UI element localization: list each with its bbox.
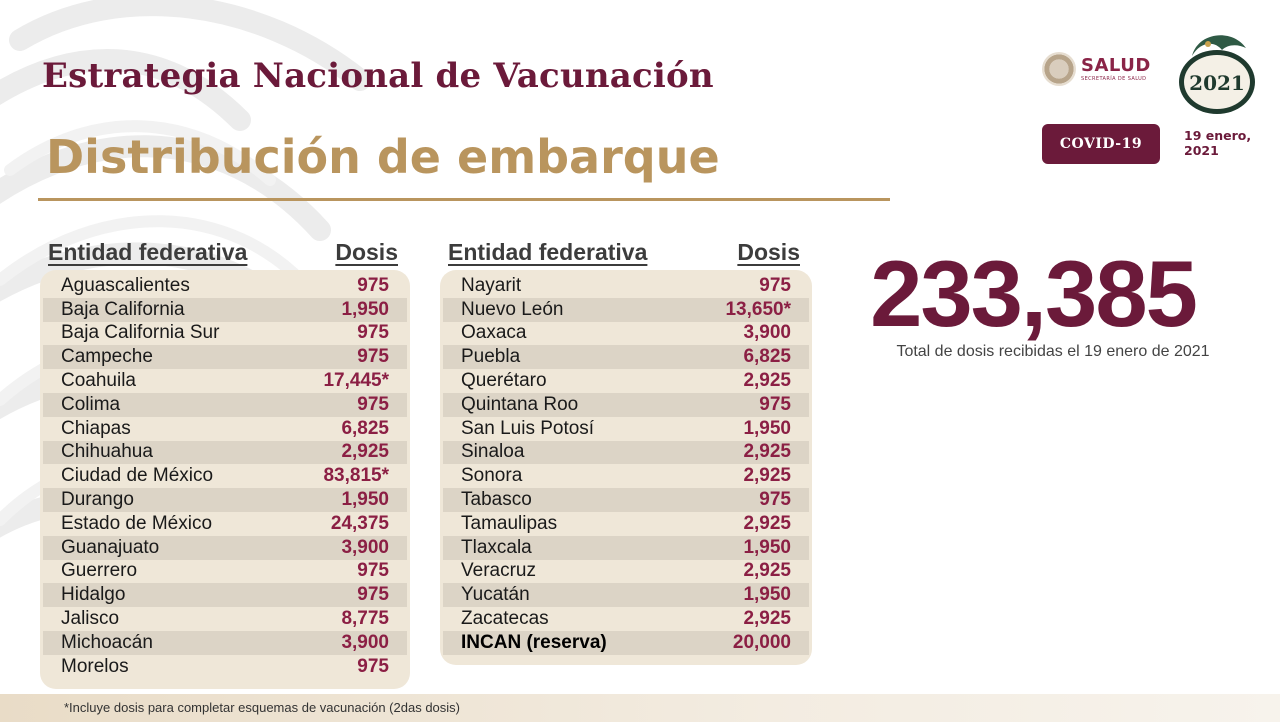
distribution-table-right [440, 236, 812, 665]
table-row [443, 536, 809, 560]
table-panel-left [40, 270, 410, 689]
dose-value: 1,950 [743, 536, 791, 558]
dose-value: 975 [357, 322, 389, 344]
entity-name: Michoacán [61, 631, 153, 653]
entity-name: Tamaulipas [461, 512, 558, 534]
table-row [43, 369, 407, 393]
salud-seal-icon [1042, 52, 1076, 86]
table-row [443, 441, 809, 465]
table-row [43, 441, 407, 465]
entity-name: Tlaxcala [461, 536, 532, 558]
entity-name: Quintana Roo [461, 393, 579, 415]
entity-name: Querétaro [461, 370, 547, 392]
total-doses-number: 233,385 [870, 241, 1196, 346]
entity-name: INCAN (reserva) [461, 631, 607, 653]
entity-name: Campeche [61, 346, 153, 368]
dose-value: 2,925 [743, 512, 791, 534]
entity-name: Ciudad de México [61, 465, 214, 487]
column-header-doses: Dosis [737, 239, 800, 265]
dose-value: 975 [357, 274, 389, 296]
table-row [443, 560, 809, 584]
table-row [43, 464, 407, 488]
covid-badge: COVID-19 [1042, 124, 1160, 164]
table-row [443, 393, 809, 417]
dose-value: 975 [759, 489, 791, 511]
dose-value: 3,900 [341, 631, 389, 653]
entity-name: Sinaloa [461, 441, 525, 463]
column-header-entity: Entidad federativa [448, 239, 648, 265]
distribution-table-left [40, 236, 410, 689]
entity-name: Veracruz [461, 560, 536, 582]
date-label [1184, 128, 1274, 158]
dose-value: 2,925 [743, 560, 791, 582]
table-row [43, 274, 407, 298]
table-panel-right [440, 270, 812, 665]
table-row [43, 655, 407, 679]
table-row [443, 274, 809, 298]
page-subtitle: Distribución de embarque [46, 130, 720, 184]
table-row [43, 536, 407, 560]
entity-name: Hidalgo [61, 584, 126, 606]
entity-name: Puebla [461, 346, 521, 368]
entity-name: Sonora [461, 465, 523, 487]
dose-value: 3,900 [743, 322, 791, 344]
entity-name: Baja California Sur [61, 322, 220, 344]
footnote: *Incluye dosis para completar esquemas de vacunación (2das dosis) [64, 700, 460, 715]
entity-name: Estado de México [61, 512, 213, 534]
table-row [43, 488, 407, 512]
date-line-2: 2021 [1184, 143, 1219, 158]
title-divider [38, 198, 890, 201]
entity-name: Coahuila [61, 370, 136, 392]
table-row [443, 298, 809, 322]
year-logo-main: 2021 [1189, 71, 1245, 95]
table-row [443, 607, 809, 631]
entity-name: Chiapas [61, 417, 131, 439]
column-header-doses: Dosis [335, 239, 398, 265]
table-row [443, 322, 809, 346]
entity-name: Guerrero [61, 560, 138, 582]
mexico-2021-logo [1176, 26, 1258, 116]
entity-name: Yucatán [461, 584, 530, 606]
table-row [443, 488, 809, 512]
dose-value: 2,925 [743, 465, 791, 487]
table-row [443, 631, 809, 655]
entity-name: Morelos [61, 655, 129, 677]
salud-logo-word: SALUD [1081, 55, 1151, 76]
dose-value: 975 [357, 655, 389, 677]
table-row [43, 393, 407, 417]
table-row [43, 345, 407, 369]
entity-name: Tabasco [461, 489, 532, 511]
dose-value: 975 [357, 346, 389, 368]
dose-value: 3,900 [341, 536, 389, 558]
dose-value: 13,650* [725, 298, 791, 320]
entity-name: Guanajuato [61, 536, 160, 558]
dose-value: 975 [357, 584, 389, 606]
dose-value: 2,925 [743, 441, 791, 463]
salud-logo [1042, 52, 1151, 86]
entity-name: Zacatecas [461, 608, 549, 630]
dose-value: 1,950 [743, 584, 791, 606]
table-row [43, 322, 407, 346]
dose-value: 975 [357, 393, 389, 415]
table-row [443, 464, 809, 488]
table-row [43, 417, 407, 441]
entity-name: Baja California [61, 298, 185, 320]
entity-name: Jalisco [61, 608, 120, 630]
dose-value: 2,925 [743, 608, 791, 630]
dose-value: 83,815* [323, 465, 389, 487]
entity-name: Aguascalientes [61, 274, 190, 296]
dose-value: 2,925 [743, 370, 791, 392]
column-header-entity: Entidad federativa [48, 239, 248, 265]
header-title: Estrategia Nacional de Vacunación [42, 56, 714, 96]
entity-name: San Luis Potosí [461, 417, 595, 439]
table-row [443, 512, 809, 536]
table-row [443, 583, 809, 607]
entity-name: Chihuahua [61, 441, 153, 463]
dose-value: 17,445* [323, 370, 389, 392]
total-doses-caption: Total de dosis recibidas el 19 enero de 2021 [896, 343, 1210, 360]
dose-value: 24,375 [330, 512, 389, 534]
table-row [443, 345, 809, 369]
dose-value: 975 [759, 393, 791, 415]
entity-name: Nayarit [461, 274, 522, 296]
date-line-1: 19 enero, [1184, 128, 1252, 143]
salud-logo-sub: SECRETARÍA DE SALUD [1081, 76, 1147, 82]
dose-value: 1,950 [341, 298, 389, 320]
dose-value: 975 [357, 560, 389, 582]
dose-value: 1,950 [341, 489, 389, 511]
table-row [43, 512, 407, 536]
table-row [43, 298, 407, 322]
entity-name: Nuevo León [461, 298, 564, 320]
dose-value: 20,000 [732, 631, 791, 653]
dose-value: 8,775 [341, 608, 389, 630]
dose-value: 1,950 [743, 417, 791, 439]
table-row [43, 560, 407, 584]
table-row [43, 631, 407, 655]
entity-name: Oaxaca [461, 322, 527, 344]
table-row [43, 607, 407, 631]
dose-value: 975 [759, 274, 791, 296]
dose-value: 6,825 [341, 417, 389, 439]
dose-value: 2,925 [341, 441, 389, 463]
entity-name: Colima [61, 393, 121, 415]
entity-name: Durango [61, 489, 134, 511]
table-row [443, 417, 809, 441]
table-row [43, 583, 407, 607]
dose-value: 6,825 [743, 346, 791, 368]
table-row [443, 369, 809, 393]
